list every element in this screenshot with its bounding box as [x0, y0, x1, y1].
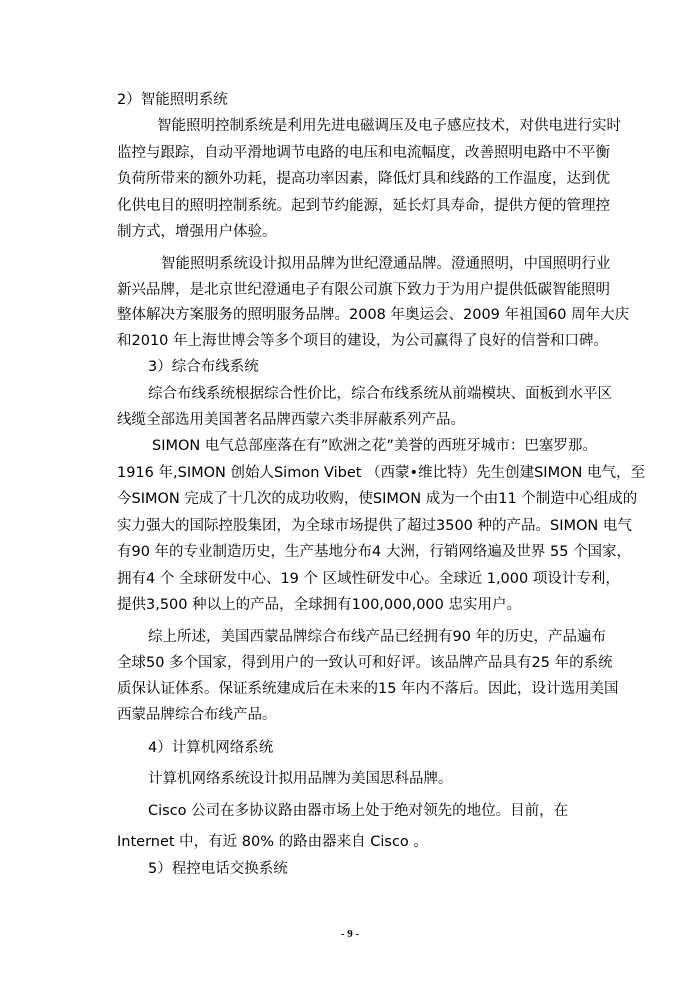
body-text-line: 实力强大的国际控股集团，为全球市场提供了超过3500 种的产品。SIMON 电气	[117, 518, 632, 534]
body-text-line: Cisco 公司在多协议路由器市场上处于绝对领先的地位。目前，在	[148, 803, 569, 819]
section-heading-smart-lighting: 2）智能照明系统	[117, 92, 228, 108]
body-text-line: 有90 年的专业制造历史，生产基地分布4 大洲，行销网络遍及世界 55 个国家，	[117, 544, 632, 560]
body-text-line: 1916 年,SIMON 创始人Simon Vibet （西蒙•维比特）先生创建SIMON 电气，至	[117, 465, 645, 481]
body-text-line: 新兴品牌，是北京世纪澄通电子有限公司旗下致力于为用户提供低碳智能照明	[117, 282, 610, 298]
body-text-line: 拥有4 个 全球研发中心、19 个 区域性研发中心。全球近 1,000 项设计专利，	[117, 571, 620, 587]
body-text-line: 线缆全部选用美国著名品牌西蒙六类非屏蔽系列产品。	[117, 412, 465, 428]
body-text-line: 计算机网络系统设计拟用品牌为美国思科品牌。	[148, 771, 453, 787]
page-number: - 9 -	[340, 928, 360, 940]
body-text-line: 化供电目的照明控制系统。起到节约能源，延长灯具寿命，提供方便的管理控	[117, 198, 610, 214]
body-text-line: 智能照明系统设计拟用品牌为世纪澄通品牌。澄通照明，中国照明行业	[161, 256, 611, 272]
body-text-line: SIMON 电气总部座落在有”欧洲之花”美誉的西班牙城市：巴塞罗那。	[152, 438, 597, 454]
body-text-line: 和2010 年上海世博会等多个项目的建设，为公司赢得了良好的信誉和口碑。	[117, 333, 609, 349]
section-heading-telephone: 5）程控电话交换系统	[148, 861, 288, 877]
body-text-line: Internet 中，有近 80% 的路由器来自 Cisco 。	[117, 834, 428, 850]
body-text-line: 全球50 多个国家，得到用户的一致认可和好评。该品牌产品具有25 年的系统	[117, 655, 613, 671]
section-heading-cabling: 3）综合布线系统	[148, 359, 259, 375]
body-text-line: 负荷所带来的额外功耗，提高功率因素，降低灯具和线路的工作温度，达到优	[117, 171, 610, 187]
body-text-line: 综合布线系统根据综合性价比，综合布线系统从前端模块、面板到水平区	[148, 386, 612, 402]
body-text-line: 今SIMON 完成了十几次的成功收购，使SIMON 成为一个由11 个制造中心组成的	[117, 491, 638, 507]
body-text-line: 综上所述，美国西蒙品牌综合布线产品已经拥有90 年的历史，产品遍布	[148, 629, 607, 645]
body-text-line: 西蒙品牌综合布线产品。	[117, 707, 277, 723]
body-text-line: 整体解决方案服务的照明服务品牌。2008 年奥运会、2009 年祖国60 周年大庆	[117, 307, 630, 323]
body-text-line: 监控与跟踪，自动平滑地调节电路的电压和电流幅度，改善照明电路中不平衡	[117, 145, 610, 161]
section-heading-network: 4）计算机网络系统	[148, 740, 274, 756]
body-text-line: 提供3,500 种以上的产品，全球拥有100,000,000 忠实用户。	[117, 597, 521, 613]
body-text-line: 制方式，增强用户体验。	[117, 224, 277, 240]
body-text-line: 智能照明控制系统是利用先进电磁调压及电子感应技术，对供电进行实时	[157, 118, 621, 134]
body-text-line: 质保认证体系。保证系统建成后在未来的15 年内不落后。因此，设计选用美国	[117, 681, 619, 697]
